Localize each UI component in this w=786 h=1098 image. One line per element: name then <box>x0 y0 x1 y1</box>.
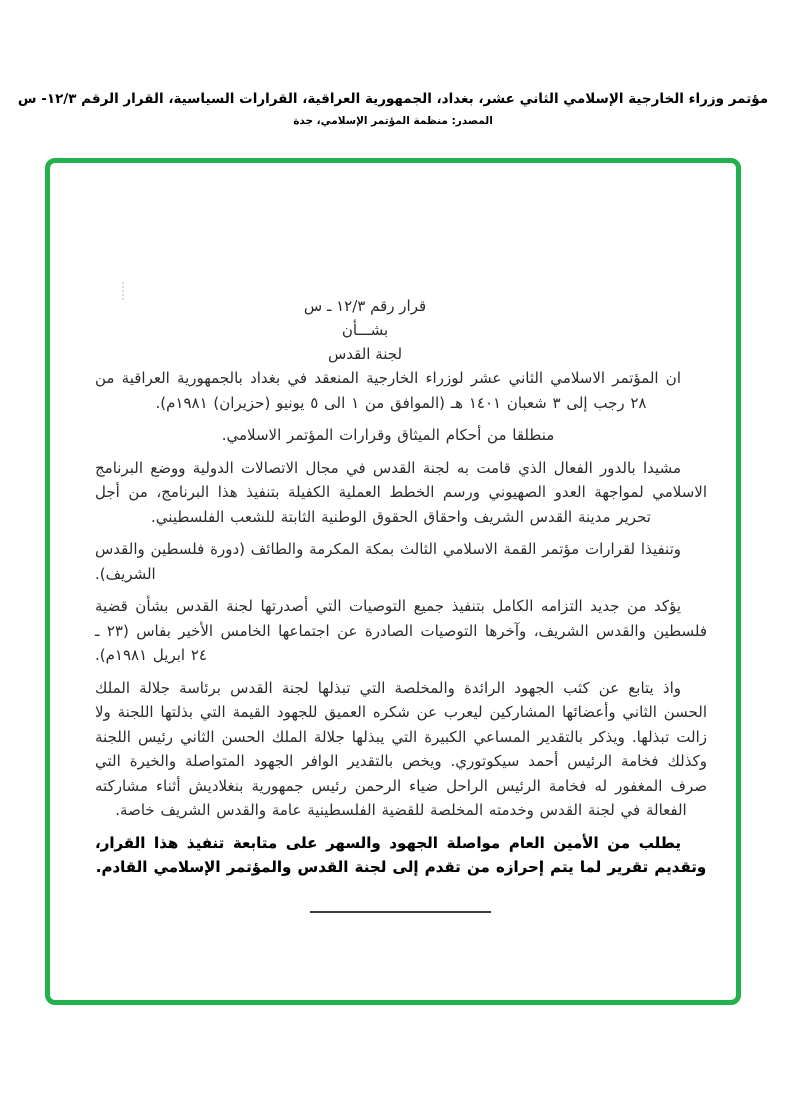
decree-number-line: قرار رقم ١٢/٣ ـ س <box>303 297 427 315</box>
decree-title-block <box>95 294 635 366</box>
decree-paragraph: ان المؤتمر الاسلامي الثاني عشر لوزراء الخارجية المنعقد في بغداد بالجمهورية العراقية من ٢٨ رجب إلى ٣ شعبان ١٤٠١ هـ (الموافق من ١ الى ٥ يونيو (حزيران) ١٩٨١م). <box>95 369 681 412</box>
decree-regarding-line: بشـــأن <box>341 321 389 339</box>
decree-paragraph: واذ يتابع عن كثب الجهود الرائدة والمخلصة التي تبذلها لجنة القدس برئاسة جلالة الملك الحسن الثاني وأعضائها المشاركين ليعرب عن شكره العميق للجهود القيمة التي بذلتها اللجنة ولا زالت تبذلها. ويذكر بالتقدير المساعي الكبيرة التي يبذلها جلالة الملك الحسن الثاني رئيس اللجنة وكذلك فخامة الرئيس أحمد سيكوتوري. ويخص بالتقدير الوافر الجهود المتواصلة والخيرة التي صرف المغفور له فخامة الرئيس الراحل ضياء الرحمن رئيس جمهورية بنغلاديش أثناء مشاركته الفعالة في لجنة القدس وخدمته المخلصة للقضية الفلسطينية عامة والقدس الشريف خاصة. <box>95 678 707 819</box>
decree-paragraph: مشيدا بالدور الفعال الذي قامت به لجنة القدس في مجال الاتصالات الدولية ووضع البرنامج الاسلامي لمواجهة العدو الصهيوني ورسم الخطط العملية الكفيلة بتنفيذ هذا البرنامج، من أجل تحرير مدينة القدس الشريف واحقاق الحقوق الوطنية الثابتة للشعب الفلسطيني. <box>95 458 707 526</box>
decree-paragraph: منطلقا من أحكام الميثاق وقرارات المؤتمر الاسلامي. <box>221 426 555 444</box>
conference-header-title: مؤتمر وزراء الخارجية الإسلامي الثاني عشر، بغداد، الجمهورية العراقية، القرارات السياسية، القرار الرقم ١٢/٣- س <box>17 91 769 107</box>
decree-paragraph: يؤكد من جديد التزامه الكامل بتنفيذ جميع التوصيات التي أصدرتها لجنة القدس بشأن قضية فلسطين والقدس الشريف، وآخرها التوصيات الصادرة عن اجتماعها الخامس الأخير بفاس (٢٣ ـ ٢٤ ابريل ١٩٨١م). <box>95 597 707 664</box>
divider-line <box>310 911 491 913</box>
source-line: المصدر: منظمة المؤتمر الإسلامي، جدة <box>293 115 493 127</box>
decree-paragraph: وتنفيذا لقرارات مؤتمر القمة الاسلامي الثالث بمكة المكرمة والطائف (دورة فلسطين والقدس الشريف). <box>95 540 681 583</box>
closing-paragraph: يطلب من الأمين العام مواصلة الجهود والسهر على متابعة تنفيذ هذا القرار، وتقديم تقرير لما يتم إحرازه من تقدم إلى لجنة القدس والمؤتمر الإسلامي القادم. <box>95 833 707 876</box>
decree-body <box>95 366 707 888</box>
decree-subject-line: لجنة القدس <box>327 345 403 363</box>
